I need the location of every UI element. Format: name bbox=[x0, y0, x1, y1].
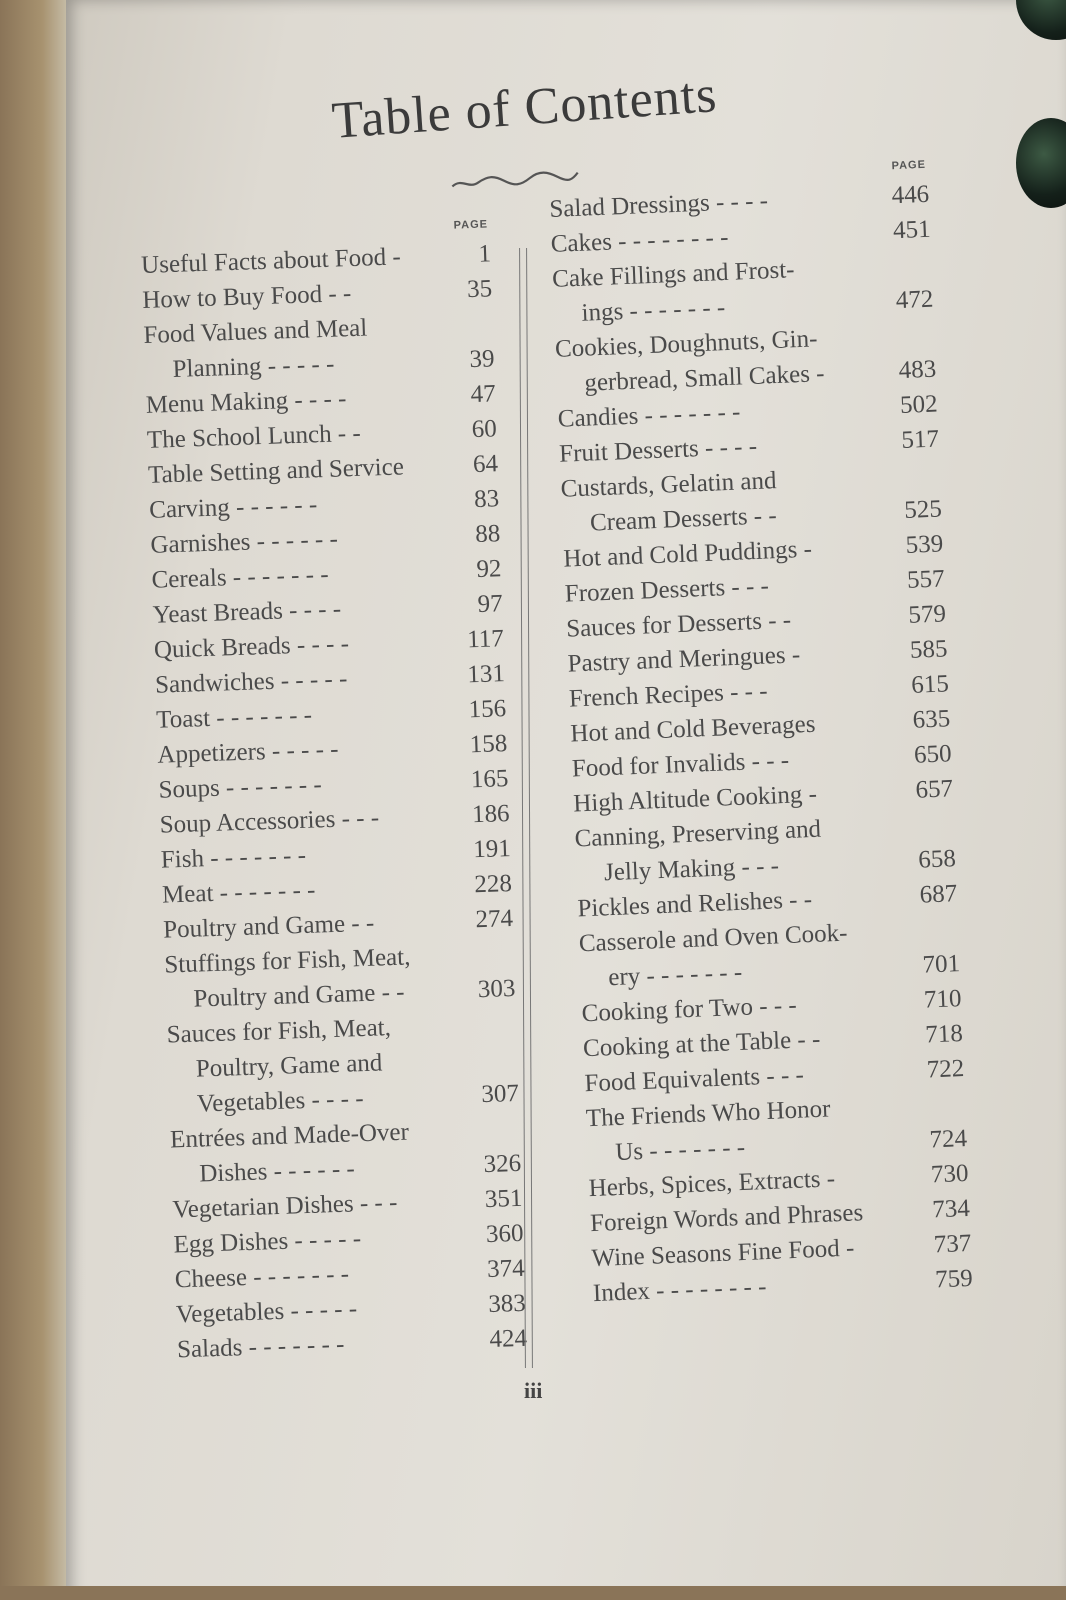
toc-entry-line: Useful Facts about Food - bbox=[140, 243, 402, 279]
toc-page-number: 360 bbox=[485, 1219, 524, 1249]
toc-entry-line: Poultry and Game - - bbox=[162, 909, 375, 944]
toc-page-number: 525 bbox=[903, 495, 943, 524]
toc-page-number: 303 bbox=[477, 974, 516, 1004]
toc-page-number: 502 bbox=[899, 390, 939, 420]
toc-entry-line: Fish - - - - - - - bbox=[160, 841, 307, 874]
toc-entry-line: Cooking for Two - - - bbox=[581, 991, 798, 1028]
toc-page-number: 557 bbox=[906, 565, 946, 594]
toc-page-number: 83 bbox=[473, 485, 500, 514]
toc-page-number: 517 bbox=[900, 425, 940, 455]
toc-entry-line: Herbs, Spices, Extracts - bbox=[588, 1165, 836, 1203]
toc-entry bbox=[166, 1006, 519, 1123]
toc-page-number: 650 bbox=[913, 740, 953, 769]
toc-entry-line: Sauces for Fish, Meat, bbox=[166, 1014, 392, 1049]
toc-entry-line: Salads - - - - - - - bbox=[176, 1330, 345, 1364]
toc-entry-line: Table Setting and Service bbox=[147, 453, 405, 489]
page-folio: iii bbox=[524, 1378, 543, 1403]
toc-entry-line: Entrées and Made-Over bbox=[169, 1118, 410, 1154]
toc-entry-title bbox=[552, 249, 873, 332]
toc-entry-line: Garnishes - - - - - - bbox=[150, 525, 339, 559]
toc-page-number: 97 bbox=[477, 590, 504, 619]
toc-page-number: 579 bbox=[907, 600, 947, 629]
contents-column-right bbox=[548, 159, 973, 1311]
toc-entry-line: French Recipes - - - bbox=[568, 677, 769, 713]
toc-entry-line: Cheese - - - - - - - bbox=[174, 1260, 350, 1294]
toc-entry-line: Quick Breads - - - - bbox=[153, 630, 350, 664]
toc-entry-line: Yeast Breads - - - - bbox=[152, 595, 342, 629]
toc-entry-title bbox=[143, 308, 433, 388]
toc-entry-line: Us - - - - - - - bbox=[614, 1133, 746, 1167]
toc-entry-line: Candies - - - - - - - bbox=[557, 398, 741, 433]
toc-entry-line: Vegetables - - - - - bbox=[175, 1295, 358, 1329]
toc-entry-line: Frozen Desserts - - - bbox=[564, 572, 770, 608]
toc-entry-line: Egg Dishes - - - - - bbox=[173, 1225, 362, 1259]
toc-page-number: 718 bbox=[924, 1020, 964, 1049]
toc-entry-line: Jelly Making - - - bbox=[603, 852, 780, 887]
toc-entry-line: How to Buy Food - - bbox=[141, 280, 352, 314]
page-title: Table of Contents bbox=[330, 66, 720, 150]
toc-page-number: 451 bbox=[892, 215, 932, 245]
toc-entry bbox=[143, 306, 495, 388]
toc-entry-line: Carving - - - - - - bbox=[148, 491, 318, 524]
toc-entry-line: Sauces for Desserts - - bbox=[565, 606, 792, 643]
toc-entry-line: Dishes - - - - - - bbox=[198, 1155, 356, 1188]
toc-entry-title bbox=[164, 938, 454, 1018]
decorative-disc bbox=[1016, 118, 1066, 208]
toc-page-number: 307 bbox=[480, 1079, 520, 1109]
toc-entry-line: Hot and Cold Puddings - bbox=[562, 535, 813, 573]
toc-entry bbox=[170, 1111, 522, 1193]
toc-page-number: 117 bbox=[466, 625, 505, 654]
toc-entry-title bbox=[574, 809, 895, 892]
toc-entry-line: Salad Dressings - - - - bbox=[548, 187, 769, 223]
toc-entry-title bbox=[560, 459, 881, 542]
toc-entry-line: Hot and Cold Beverages bbox=[569, 710, 816, 748]
toc-page-number: 483 bbox=[898, 355, 937, 385]
toc-entry-title bbox=[554, 319, 875, 402]
toc-page-number: 351 bbox=[484, 1184, 523, 1214]
toc-page-number: 88 bbox=[474, 520, 501, 549]
toc-page-number: 615 bbox=[910, 670, 950, 699]
toc-entry-line: Food for Invalids - - - bbox=[571, 746, 790, 783]
toc-entry-line: Toast - - - - - - - bbox=[155, 701, 313, 734]
toc-page-number: 687 bbox=[919, 880, 958, 909]
toc-entry-line: Poultry, Game and bbox=[195, 1049, 383, 1083]
toc-entry-line: Meat - - - - - - - bbox=[161, 876, 316, 909]
toc-page-number: 658 bbox=[917, 845, 957, 874]
toc-page-number: 1 bbox=[478, 240, 492, 268]
toc-page-number: 131 bbox=[466, 660, 506, 689]
toc-entry-line: Appetizers - - - - - bbox=[156, 735, 339, 769]
toc-page-number: 657 bbox=[914, 775, 954, 804]
toc-page-number: 446 bbox=[891, 180, 930, 210]
toc-page-number: 191 bbox=[472, 835, 512, 864]
toc-entry-line: Vegetarian Dishes - - - bbox=[172, 1189, 398, 1224]
toc-entry-line: Foreign Words and Phrases bbox=[589, 1199, 864, 1238]
toc-page-number: 730 bbox=[930, 1159, 969, 1189]
toc-page-number: 156 bbox=[468, 695, 507, 724]
toc-entry-line: Cereals - - - - - - - bbox=[151, 560, 329, 594]
toc-page-number: 472 bbox=[895, 285, 934, 315]
toc-page-number: 737 bbox=[933, 1229, 972, 1259]
toc-entry-line: Food Values and Meal bbox=[143, 314, 368, 349]
toc-page-number: 585 bbox=[909, 635, 948, 664]
toc-entry-line: Planning - - - - - bbox=[172, 350, 335, 383]
toc-page-number: 186 bbox=[471, 800, 510, 829]
toc-entry-line: ery - - - - - - - bbox=[607, 958, 743, 992]
toc-page-number: 734 bbox=[931, 1194, 971, 1224]
toc-page-number: 165 bbox=[470, 765, 509, 794]
toc-entry-line: Poultry and Game - - bbox=[193, 978, 405, 1013]
toc-entry-title bbox=[170, 1113, 460, 1193]
toc-entry-line: Menu Making - - - - bbox=[145, 385, 347, 419]
toc-entry-line: Soup Accessories - - - bbox=[159, 804, 380, 839]
toc-entry-line: Cream Desserts - - bbox=[589, 502, 778, 537]
toc-page-number: 92 bbox=[475, 555, 502, 584]
toc-page-number: 274 bbox=[475, 905, 514, 934]
toc-page-number: 424 bbox=[489, 1324, 528, 1354]
toc-page-number: 47 bbox=[470, 380, 497, 409]
toc-entry-line: Stuffings for Fish, Meat, bbox=[163, 943, 411, 979]
page-column-header: PAGE bbox=[891, 158, 927, 173]
toc-entry-line: ings - - - - - - - bbox=[581, 294, 726, 327]
toc-page-number: 64 bbox=[472, 450, 499, 479]
toc-entry-line: Canning, Preserving and bbox=[574, 815, 822, 853]
toc-page-number: 722 bbox=[926, 1055, 965, 1084]
toc-page-number: 759 bbox=[934, 1264, 974, 1294]
toc-entry bbox=[164, 936, 516, 1018]
toc-entry-line: Soups - - - - - - - bbox=[158, 771, 323, 804]
toc-page-number: 35 bbox=[466, 275, 493, 304]
toc-page-number: 39 bbox=[469, 345, 495, 374]
toc-entry-line: gerbread, Small Cakes - bbox=[583, 360, 825, 397]
toc-entry-line: Wine Seasons Fine Food - bbox=[591, 1234, 855, 1273]
toc-entry-line: Vegetables - - - - bbox=[196, 1085, 364, 1118]
toc-entry-line: Cakes - - - - - - - - bbox=[550, 223, 729, 258]
toc-entry-line: Cooking at the Table - - bbox=[582, 1025, 821, 1063]
toc-page-number: 539 bbox=[905, 530, 944, 559]
toc-entry-line: High Altitude Cooking - bbox=[572, 780, 818, 818]
decorative-disc bbox=[1016, 0, 1066, 40]
contents-column-left bbox=[140, 218, 528, 1367]
toc-entry-title bbox=[578, 914, 899, 997]
toc-entry-line: Food Equivalents - - - bbox=[583, 1061, 805, 1098]
toc-entry-line: Cookies, Doughnuts, Gin- bbox=[554, 325, 818, 363]
toc-entry-line: The School Lunch - - bbox=[146, 419, 362, 454]
toc-entry-line: Custards, Gelatin and bbox=[560, 467, 777, 503]
toc-entry-line: Cake Fillings and Frost- bbox=[551, 256, 795, 293]
toc-page-number: 710 bbox=[923, 985, 962, 1014]
page-column-header: PAGE bbox=[453, 218, 489, 232]
toc-page-number: 158 bbox=[469, 730, 508, 759]
book-left-edge bbox=[0, 0, 70, 1600]
toc-entry-line: Pastry and Meringues - bbox=[567, 641, 801, 678]
toc-page-number: 228 bbox=[473, 870, 513, 899]
toc-page-number: 383 bbox=[487, 1289, 527, 1319]
page-bottom-edge bbox=[0, 1586, 1066, 1600]
toc-entry-title bbox=[585, 1088, 906, 1171]
toc-entry-title bbox=[166, 1008, 457, 1122]
toc-page-number: 60 bbox=[471, 415, 498, 444]
toc-page-number: 374 bbox=[486, 1254, 526, 1284]
toc-entry-line: Casserole and Oven Cook- bbox=[578, 919, 848, 958]
toc-page-number: 635 bbox=[912, 705, 951, 734]
toc-page-number: 724 bbox=[929, 1124, 968, 1154]
toc-entry-line: Fruit Desserts - - - - bbox=[558, 432, 758, 468]
toc-entry-line: Index - - - - - - - - bbox=[592, 1273, 767, 1308]
toc-entry-line: Sandwiches - - - - - bbox=[154, 665, 348, 699]
toc-page-number: 326 bbox=[483, 1149, 522, 1179]
toc-entry-line: The Friends Who Honor bbox=[585, 1095, 831, 1133]
toc-page-number: 701 bbox=[922, 950, 961, 979]
toc-entry-line: Pickles and Relishes - - bbox=[576, 885, 813, 923]
